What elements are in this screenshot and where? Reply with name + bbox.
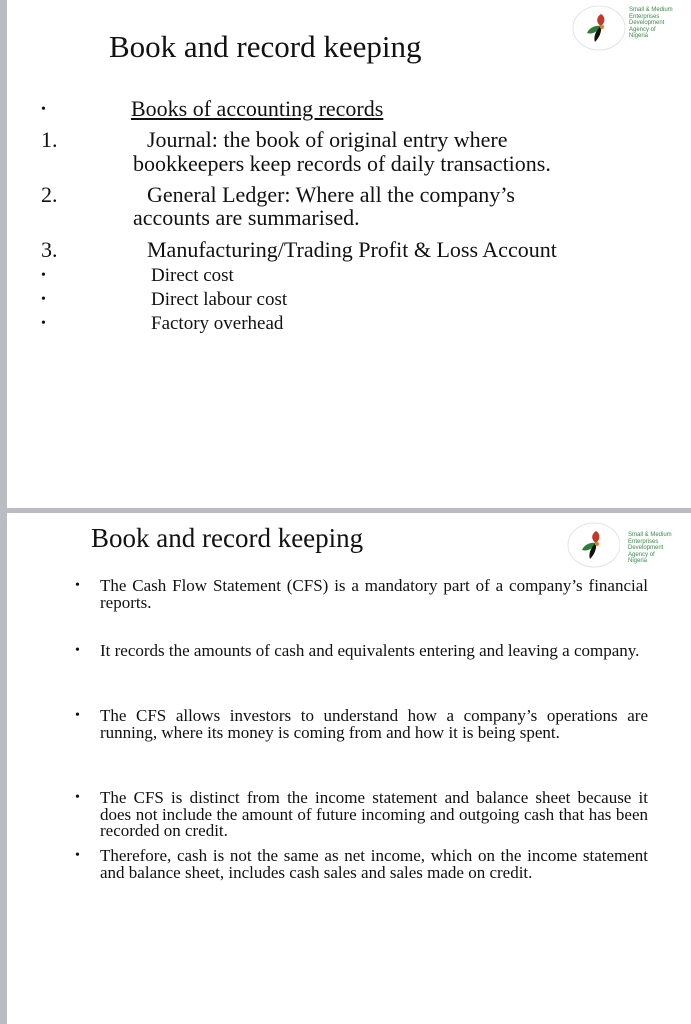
sub-bullet: • bbox=[41, 292, 46, 307]
slide-1-title: Book and record keeping bbox=[109, 29, 422, 64]
bullet-marker: • bbox=[75, 848, 80, 863]
logo-wordmark: Small & Medium Enterprises Development Agency of Nigeria bbox=[628, 532, 672, 565]
bullet-marker: • bbox=[75, 790, 80, 805]
list-item-line-1: General Ledger: Where all the company’s bbox=[147, 182, 515, 207]
slide-2 bbox=[7, 513, 691, 1024]
heading-text: Books of accounting records bbox=[131, 96, 384, 121]
list-item-line-2: accounts are summarised. bbox=[133, 205, 360, 230]
list-marker: 3. bbox=[41, 237, 58, 262]
sub-item-text: Direct cost bbox=[151, 265, 234, 286]
sub-bullet: • bbox=[41, 268, 46, 283]
logo-wordmark: Small & Medium Enterprises Development Agency of Nigeria bbox=[629, 7, 673, 40]
list-item-line-1: Manufacturing/Trading Profit & Loss Account bbox=[147, 237, 557, 262]
list-item-line-1: Journal: the book of original entry where bbox=[147, 127, 508, 152]
bullet-item bbox=[75, 846, 648, 882]
bullet-text: The CFS allows investors to understand how a company’s operations are running, where its money is coming from and how it is being spent. bbox=[100, 706, 648, 742]
bullet-marker: • bbox=[75, 643, 80, 658]
slide-1 bbox=[7, 0, 691, 508]
bullet-text: It records the amounts of cash and equivalents entering and leaving a company. bbox=[100, 641, 640, 660]
heading-bullet: • bbox=[41, 102, 46, 117]
smedan-emblem-icon bbox=[571, 4, 627, 52]
bullet-text: Therefore, cash is not the same as net income, which on the income statement and balance sheet, includes cash sales and sales made on credit. bbox=[100, 846, 648, 882]
sub-bullet: • bbox=[41, 316, 46, 331]
smedan-logo bbox=[564, 521, 682, 569]
sub-item-text: Factory overhead bbox=[151, 313, 284, 334]
smedan-logo bbox=[571, 4, 683, 52]
bullet-item bbox=[75, 641, 648, 660]
list-marker: 2. bbox=[41, 182, 58, 207]
bullet-item bbox=[75, 788, 648, 840]
list-item-line-2: bookkeepers keep records of daily transactions. bbox=[133, 151, 551, 176]
bullet-item bbox=[75, 576, 648, 612]
smedan-emblem-icon bbox=[564, 521, 620, 569]
bullet-marker: • bbox=[75, 708, 80, 723]
bullet-item bbox=[75, 706, 648, 742]
bullet-text: The CFS is distinct from the income statement and balance sheet because it does not include the amount of future incoming and outgoing cash that has been recorded on credit. bbox=[100, 788, 648, 840]
sub-item-text: Direct labour cost bbox=[151, 289, 288, 310]
bullet-marker: • bbox=[75, 578, 80, 593]
list-marker: 1. bbox=[41, 127, 58, 152]
bullet-text: The Cash Flow Statement (CFS) is a mandatory part of a company’s financial reports. bbox=[100, 576, 648, 612]
slide-2-title: Book and record keeping bbox=[91, 523, 364, 553]
